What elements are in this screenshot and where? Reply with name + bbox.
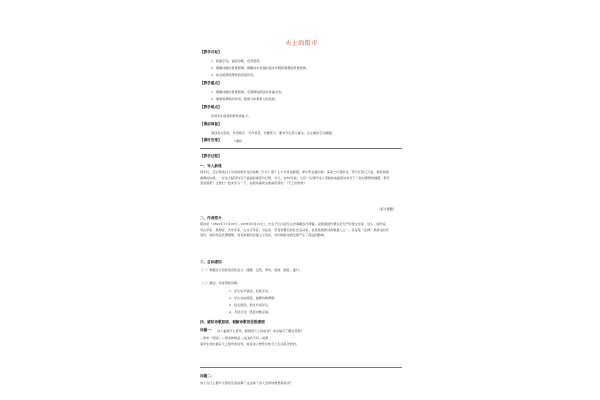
difficulties-heading: 【教学难点】 bbox=[200, 105, 222, 109]
reading-step: 4、齐读全诗，感受诗歌意境。 bbox=[229, 310, 272, 314]
goal-item: 2、理解诗歌的思想感情，理解诗中表现的追求光明和理想的思想感情。 bbox=[211, 66, 309, 70]
preparation-text: 查找有关资料，作者简介，写作背景，布置预习，要求学生预习课文，自主解决字词难题。 bbox=[211, 131, 335, 135]
question2-label: 问题二： bbox=[200, 374, 215, 378]
part1-note: （板书课题） bbox=[377, 207, 396, 211]
goal-item: 1、积累字词，诵读诗歌，培养语感。 bbox=[211, 59, 263, 63]
part2-text: 郭沫若（1892年11月16日—1978年6月12日），出生于四川省乐山市观峨乡沙湾镇，是我国现代著名的无产阶级文学家、诗人、剧作家、考古学家、思想家、历史学家、古文字学家、书法家、学者和著名的社会活动家，也是我国新诗的奠基人之一。其诗集《女神》是新诗的代表作，他的作品充满激情，具有浓郁的浪漫主义色彩，对中国新诗的发展产生了深远的影响。 bbox=[200, 222, 389, 238]
question1-line: —街市（明亮）—珍奇的物品—浅浅的天河—闲游 bbox=[200, 336, 269, 340]
goals-heading: 【教学目标】 bbox=[200, 50, 222, 54]
part3-item: （一）掌握生字词的读音和意义：缥缈、定然、珍奇、闲游、隔着、提灯。 bbox=[200, 268, 303, 272]
part3-heading: 三、总体感知 bbox=[200, 260, 222, 264]
document-title: 天上的街市 bbox=[285, 40, 318, 47]
document-page bbox=[199, 34, 404, 400]
question1-line: 请学生找出描写天上街市的诗句，说说诗人想象中的天上生活是怎样的。 bbox=[200, 342, 299, 346]
reading-step: 3、指名朗读，师生共同评议。 bbox=[229, 303, 272, 307]
question1-label: 问题一： bbox=[200, 328, 215, 332]
section-divider bbox=[200, 367, 402, 368]
hours-text: 1课时 bbox=[234, 139, 243, 143]
part1-heading: 一、导入新课 bbox=[200, 164, 222, 168]
process-heading: 【教学过程】 bbox=[200, 154, 222, 158]
preparation-heading: 【课前准备】 bbox=[200, 122, 222, 126]
question2-text: 诗人为什么要写牛郎织女的故事？这反映了诗人怎样的理想和追求？ bbox=[200, 381, 293, 385]
key-item: 2、联想和想象的作用，联想力和想象力的培养。 bbox=[211, 97, 278, 101]
part1-text: 同学们，还记得我们小学的时候学过的诗歌《乞巧》吗？七夕今宵看碧霄，牵牛织女渡河桥。家家乞巧望秋月，穿尽红丝几万条。那是我国唐朝的时候，一位诗人赋景诗写下美丽的神话与幻想，今天，在82年前，又有一位现代诗人用他的美丽的诗句写下了他对理想的憧憬，那作者是谁呢？让我们一起来学习一下，由我来诵读这美丽的景色：《天上的街市》 bbox=[200, 170, 390, 186]
part3-reading: （二）朗读，初步感知诗歌。 bbox=[200, 281, 241, 285]
hours-heading: 【课时安排】 bbox=[200, 138, 222, 142]
question1-text: 诗人看到什么景象，联想到天上的街市？诗中描写了哪些景物？ bbox=[217, 329, 304, 333]
reading-step: 1、学生轻声诵读，检查字音。 bbox=[229, 289, 272, 293]
section-divider bbox=[200, 148, 402, 149]
part4-heading: 四、感知诗歌意境，理解诗歌的思想感情 bbox=[200, 320, 265, 324]
goal-item: 3、体会联想和想象的表现作用。 bbox=[211, 73, 257, 77]
reading-step: 2、学生自由朗读，揣摩诗歌情感。 bbox=[229, 296, 278, 300]
key-points-heading: 【教学重点】 bbox=[200, 81, 222, 85]
difficulty-item: 培养学生联想和想象的能力。 bbox=[211, 114, 252, 118]
key-item: 1、理解诗歌的思想感情，有感情地朗读并背诵全诗。 bbox=[211, 90, 285, 94]
part2-heading: 二、作者简介 bbox=[200, 216, 222, 220]
